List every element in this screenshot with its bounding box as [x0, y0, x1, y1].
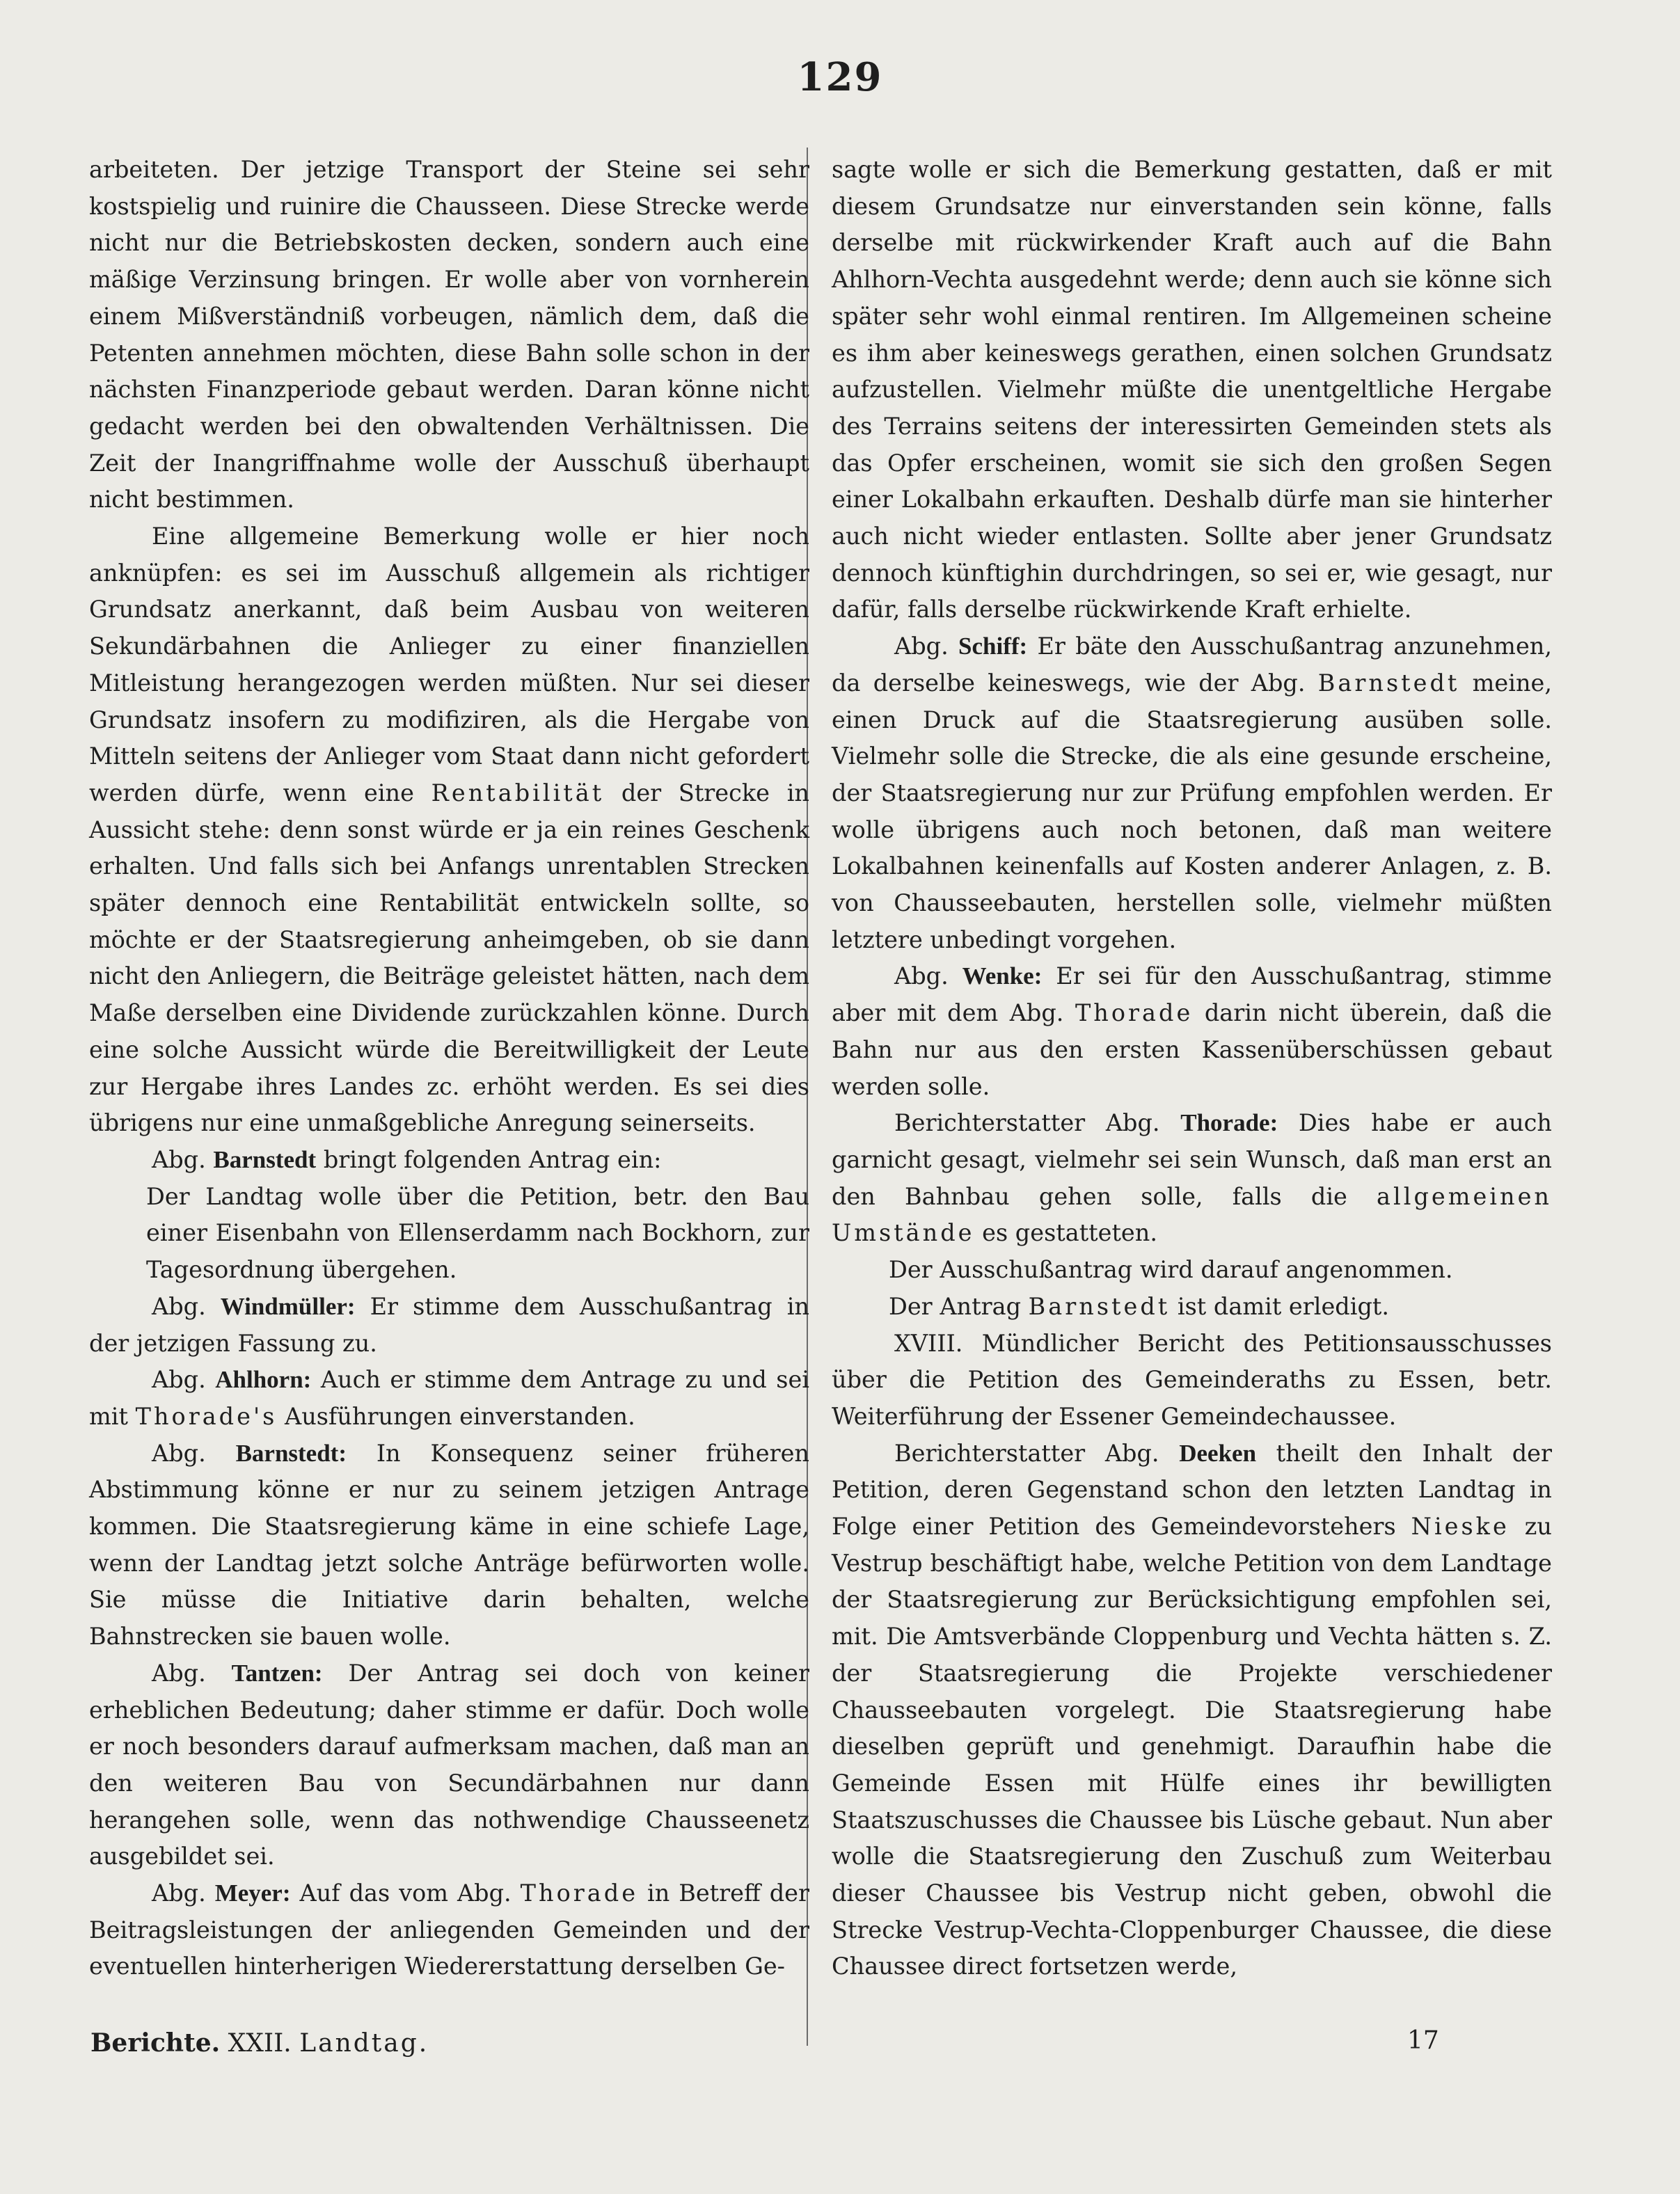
speaker-name: Barnstedt:: [235, 1439, 347, 1467]
speaker-name: Schiff:: [958, 633, 1028, 660]
speech-text: Er bäte den Ausschußantrag anzunehmen, da derselbe keineswegs, wie der Abg.: [832, 633, 1553, 697]
reporter-prefix: Berichterstatter Abg.: [894, 1109, 1160, 1137]
speech-text: Der Antrag sei doch von keiner erheblichen Bedeutung; daher stimme er dafür. Doch wolle er noch besonders darauf aufmerksam machen, daß man an den weiteren Bau von Secundärbahnen nur dann herangehen solle, wenn das nothwendige Chausseenetz ausgebildet sei.: [89, 1659, 809, 1870]
speaker-name: Windmüller:: [220, 1292, 356, 1320]
left-paragraph-9: [89, 1875, 809, 1985]
spaced-name: Barnstedt: [1028, 1292, 1171, 1320]
right-paragraph-1: sagte wolle er sich die Bemerkung gestatten, daß er mit diesem Grundsatze nur einverstanden sein könne, falls derselbe mit rückwirkender Kraft auch auf die Bahn Ahlhorn-Vechta ausgedehnt werde; denn auch sie könne sich später sehr wohl einmal rentiren. Im Allgemeinen scheine es ihm aber keineswegs gerathen, einen solchen Grundsatz aufzustellen. Vielmehr müßte die unentgeltliche Hergabe des Terrains seitens der interessirten Gemeinden stets als das Opfer erscheinen, womit sie sich den großen Segen einer Lokalbahn erkauften. Deshalb dürfe man sie hinterher auch nicht wieder entlasten. Sollte aber jener Grundsatz dennoch künftighin durchdringen, so sei er, wie gesagt, nur dafür, falls derselbe rückwirkende Kraft erhielte.: [832, 156, 1552, 623]
left-paragraph-1: arbeiteten. Der jetzige Transport der Steine sei sehr kostspielig und ruinire die Chausseen. Diese Strecke werde nicht nur die Betriebskosten decken, sondern auch eine mäßige Verzinsung bringen. Er wolle aber von vornherein einem Mißverständniß vorbeugen, nämlich dem, daß die Petenten annehmen möchten, diese Bahn solle schon in der nächsten Finanzperiode gebaut werden. Daran könne nicht gedacht werden bei den obwaltenden Verhältnissen. Die Zeit der Inangriffnahme wolle der Ausschuß überhaupt nicht bestimmen.: [89, 156, 809, 514]
left-column: [89, 152, 809, 1985]
speaker-name: Ahlhorn:: [215, 1366, 312, 1394]
left-p2-continuation: der Strecke in Aussicht stehe: denn sonst würde er ja ein reines Geschenk erhalten. Und falls sich bei Anfangs unrentablen Strecken später dennoch eine Rentabilität entwickeln sollte, so möchte er der Staatsregierung anheimgeben, ob sie dann nicht den Anliegern, die Beiträge geleistet hätten, nach dem Maße derselben eine Dividende zurückzahlen könne. Durch eine solche Aussicht würde die Bereitwilligkeit der Leute zur Hergabe ihres Landes zc. erhöht werden. Es sei dies übrigens nur eine unmaßgebliche Anregung seinerseits.: [89, 779, 809, 1137]
left-paragraph-3: [89, 1142, 809, 1179]
speech-text: Er stimme dem Ausschußantrag in der jetzigen Fassung zu.: [89, 1292, 810, 1357]
right-paragraph-8: [832, 1436, 1552, 1986]
spaced-name: Nieske: [1411, 1513, 1509, 1541]
right-paragraph-2: [832, 628, 1552, 958]
spaced-phrase: allgemeinen Umstände: [832, 1182, 1552, 1247]
speech-text: theilt den Inhalt der Petition, deren Gegenstand schon den letzten Landtag in Folge einer Petition des Gemeindevorstehers: [832, 1439, 1552, 1541]
section-heading-xviii: XVIII. Mündlicher Bericht des Petitionsausschusses über die Petition des Gemeinderaths zu Essen, betr. Weiterführung der Essener Gemeindechaussee.: [832, 1329, 1552, 1430]
left-paragraph-8: [89, 1655, 809, 1875]
left-paragraph-2: [89, 518, 809, 1142]
speaker-name: Deeken: [1179, 1439, 1257, 1467]
right-paragraph-3: [832, 958, 1552, 1105]
speech-text: bringt folgenden Antrag ein:: [323, 1145, 662, 1173]
sheet-number: 17: [1407, 2026, 1439, 2055]
motion-text: Der Landtag wolle über die Petition, betr. den Bau einer Eisenbahn von Ellenserdamm nach Bockhorn, zur Tagesordnung übergehen.: [146, 1182, 809, 1284]
speech-text: Er sei für den Ausschußantrag, stimme aber mit dem Abg.: [832, 962, 1552, 1027]
spaced-name: Thorade's: [135, 1402, 278, 1430]
speaker-name: Thorade:: [1180, 1109, 1278, 1137]
right-paragraph-4: [832, 1105, 1552, 1252]
speech-text: in Betreff der Beitragsleistungen der anliegenden Gemeinden und der eventuellen hinterherigen Wiedererstattung derselben Ge-: [89, 1879, 810, 1980]
right-paragraph-5: Der Ausschußantrag wird darauf angenommen.: [889, 1256, 1453, 1284]
speech-text: zu Vestrup beschäftigt habe, welche Petition von dem Landtage der Staatsregierung zur Berücksichtigung empfohlen sei, mit. Die Amtsverbände Cloppenburg und Vechta hätten s. Z. der Staatsregierung die Projekte verschiedener Chausseebauten vorgelegt. Die Staatsregierung habe dieselben geprüft und genehmigt. Daraufhin habe die Gemeinde Essen mit Hülfe eines ihr bewilligten Staatszuschusses die Chaussee bis Lüsche gebaut. Nun aber wolle die Staatsregierung den Zuschuß zum Weiterbau dieser Chaussee bis Vestrup nicht geben, obwohl die Strecke Vestrup-Vechta-Cloppenburger Chaussee, die diese Chaussee direct fortsetzen werde,: [832, 1513, 1552, 1980]
left-paragraph-7: [89, 1436, 809, 1655]
abg-prefix: Abg.: [894, 962, 949, 990]
page-number: 129: [797, 54, 883, 100]
motion-suffix: ist damit erledigt.: [1177, 1292, 1390, 1320]
speech-text: darin nicht überein, daß die Bahn nur aus den ersten Kassenüberschüssen gebaut werden solle.: [832, 999, 1552, 1100]
abg-prefix: Abg.: [152, 1439, 206, 1467]
abg-prefix: Abg.: [152, 1145, 206, 1173]
left-p2-text: Eine allgemeine Bemerkung wolle er hier noch anknüpfen: es sei im Ausschuß allgemein als richtiger Grundsatz anerkannt, daß beim Ausbau von weiteren Sekundärbahnen die Anlieger zu einer finanziellen Mitleistung herangezogen werden müßten. Nur sei dieser Grundsatz insofern zu modifiziren, als die Hergabe von Mitteln seitens der Anlieger vom Staat dann nicht gefordert werden dürfe, wenn eine: [89, 523, 809, 806]
abg-prefix: Abg.: [152, 1366, 206, 1394]
abg-prefix: Abg.: [894, 633, 949, 660]
right-column: [832, 152, 1552, 1985]
footer-berichte: Berichte.: [90, 2028, 221, 2058]
footer-landtag: Landtag.: [299, 2029, 429, 2058]
spaced-name: Thorade: [520, 1879, 639, 1907]
footer-roman-numeral: XXII.: [228, 2029, 292, 2058]
speaker-name: Wenke:: [962, 962, 1043, 990]
speaker-name: Tantzen:: [231, 1659, 323, 1687]
speech-text: In Konsequenz seiner früheren Abstimmung könne er nur zu seinem jetzigen Antrage kommen. Die Staatsregierung käme in eine schiefe Lage, wenn der Landtag jetzt solche Anträge befürworten wolle. Sie müsse die Initiative darin behalten, welche Bahnstrecken sie bauen wolle.: [89, 1439, 809, 1651]
spaced-name: Barnstedt: [1317, 669, 1460, 697]
abg-prefix: Abg.: [152, 1879, 206, 1907]
speech-text: Auf das vom Abg.: [299, 1879, 512, 1907]
reporter-prefix: Berichterstatter Abg.: [894, 1439, 1159, 1467]
left-paragraph-6: [89, 1362, 809, 1435]
speaker-name: Barnstedt: [213, 1145, 317, 1173]
footer-signature: [90, 2028, 429, 2058]
speech-text: Ausführungen einverstanden.: [285, 1402, 635, 1430]
speech-text: meine, einen Druck auf die Staatsregierung ausüben solle. Vielmehr solle die Strecke, die als eine gesunde erscheine, der Staatsregierung nur zur Prüfung empfohlen werden. Er wolle übrigens auch noch betonen, daß man weitere Lokalbahnen keinenfalls auf Kosten anderer Anlagen, z. B. von Chausseebauten, herstellen solle, vielmehr müßten letztere unbedingt vorgehen.: [832, 669, 1553, 953]
spaced-name: Thorade: [1075, 999, 1194, 1027]
motion-prefix: Der Antrag: [889, 1292, 1022, 1320]
speech-text: Auch er stimme dem Antrage zu und sei mit: [89, 1366, 809, 1430]
abg-prefix: Abg.: [152, 1292, 206, 1320]
speaker-name: Meyer:: [214, 1879, 291, 1907]
abg-prefix: Abg.: [152, 1659, 206, 1687]
left-p2-spaced-word: Rentabilität: [431, 779, 605, 806]
speech-text: Dies habe er auch garnicht gesagt, vielmehr sei sein Wunsch, daß man erst an den Bahnbau gehen solle, falls die: [832, 1109, 1552, 1210]
speech-text: es gestatteten.: [982, 1219, 1157, 1247]
left-paragraph-5: [89, 1289, 809, 1362]
right-paragraph-6: [832, 1289, 1552, 1326]
